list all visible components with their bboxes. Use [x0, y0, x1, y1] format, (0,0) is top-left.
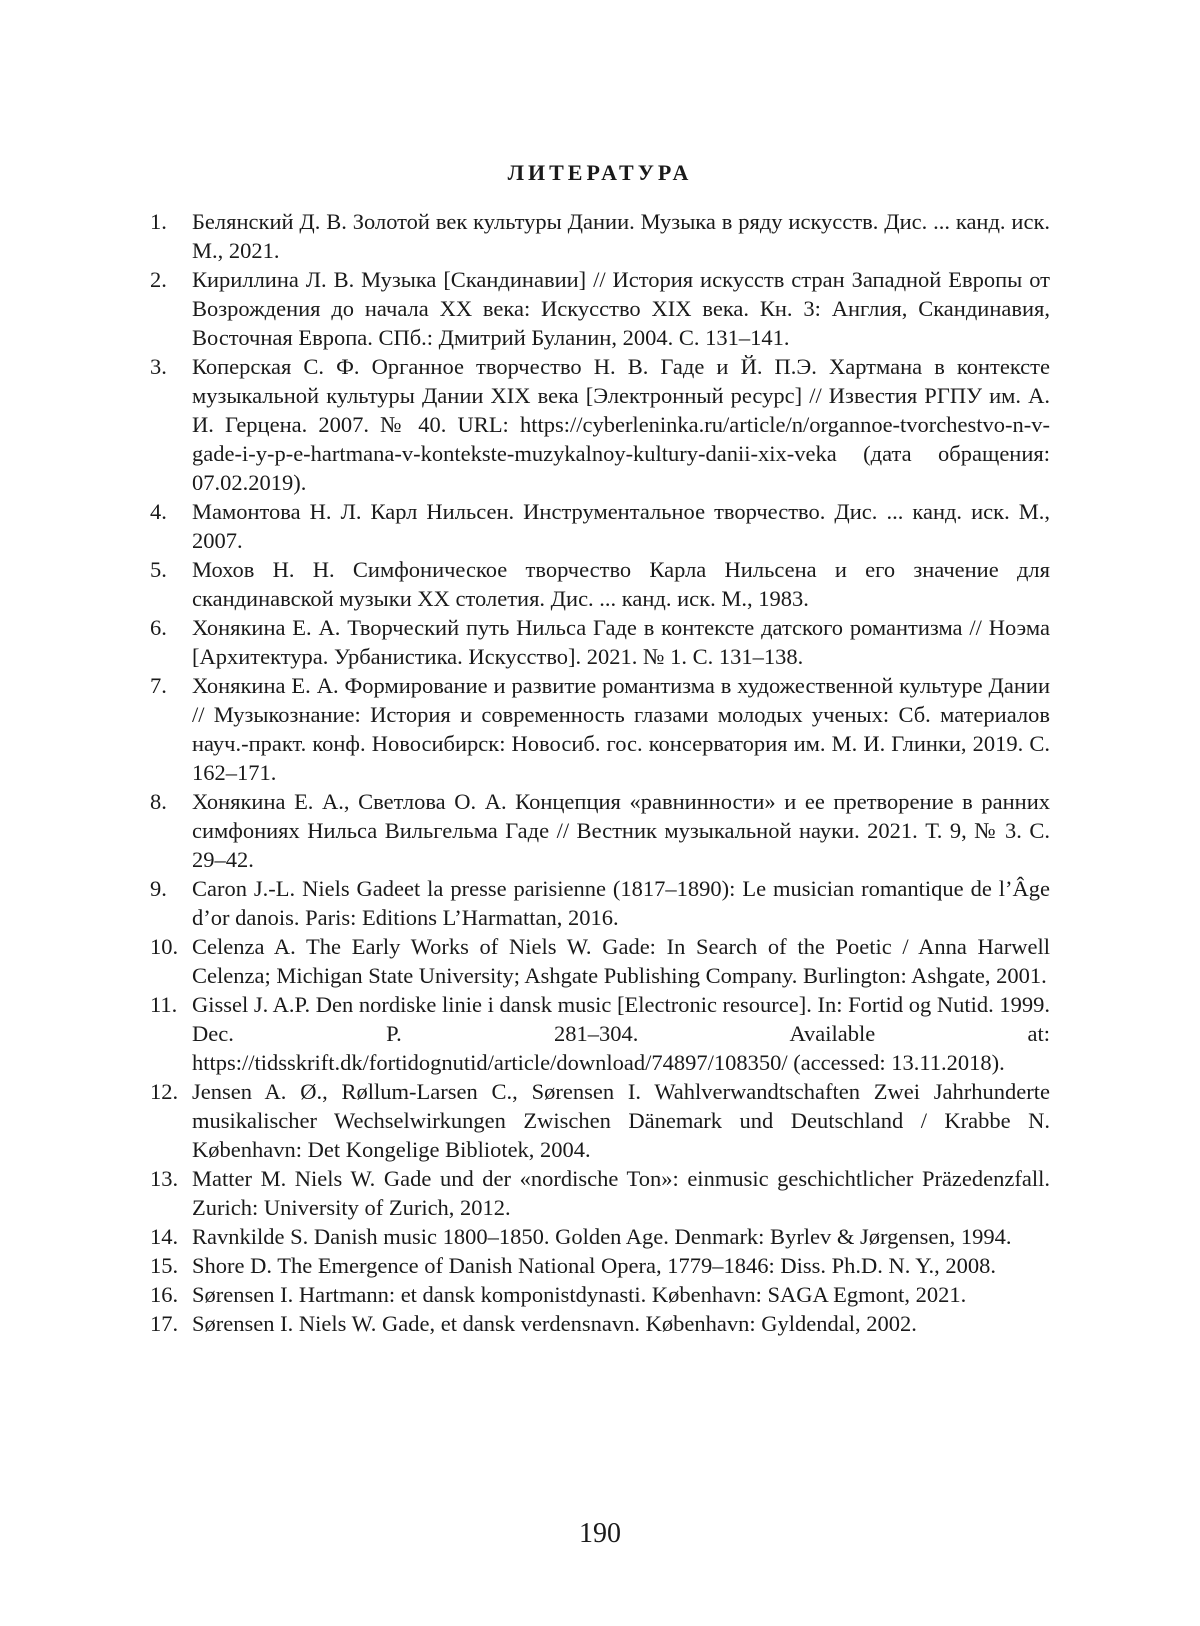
reference-number: 10.	[150, 932, 178, 961]
reference-item	[150, 1222, 1050, 1251]
reference-number: 16.	[150, 1280, 178, 1309]
reference-item	[150, 613, 1050, 671]
reference-text: Shore D. The Emergence of Danish National Opera, 1779–1846: Diss. Ph.D. N. Y., 2008.	[192, 1251, 1050, 1280]
reference-number: 8.	[150, 787, 167, 816]
reference-text: Мамонтова Н. Л. Карл Нильсен. Инструментальное творчество. Дис. ... канд. иск. М., 2007.	[192, 497, 1050, 555]
reference-number: 13.	[150, 1164, 178, 1193]
reference-item	[150, 352, 1050, 497]
reference-item	[150, 1309, 1050, 1338]
reference-number: 2.	[150, 265, 167, 294]
book-page	[0, 0, 1200, 1626]
reference-number: 9.	[150, 874, 167, 903]
reference-number: 3.	[150, 352, 167, 381]
reference-text: Кириллина Л. В. Музыка [Скандинавии] // История искусств стран Западной Европы от Возрождения до начала XX века: Искусство XIX века. Кн. 3: Англия, Скандинавия, Восточная Европа. СПб.: Дмитрий Буланин, 2004. С. 131–141.	[192, 265, 1050, 352]
reference-item	[150, 497, 1050, 555]
reference-item	[150, 1164, 1050, 1222]
reference-number: 5.	[150, 555, 167, 584]
reference-item	[150, 990, 1050, 1077]
reference-item	[150, 787, 1050, 874]
reference-text: Celenza A. The Early Works of Niels W. Gade: In Search of the Poetic / Anna Harwell Celenza; Michigan State University; Ashgate Publishing Company. Burlington: Ashgate, 2001.	[192, 932, 1050, 990]
reference-list	[150, 207, 1050, 1338]
reference-number: 4.	[150, 497, 167, 526]
reference-item	[150, 1280, 1050, 1309]
reference-item	[150, 265, 1050, 352]
reference-number: 12.	[150, 1077, 178, 1106]
reference-text: Ravnkilde S. Danish music 1800–1850. Golden Age. Denmark: Byrlev & Jørgensen, 1994.	[192, 1222, 1050, 1251]
reference-number: 11.	[150, 990, 177, 1019]
reference-item	[150, 1251, 1050, 1280]
page-number: 190	[0, 1518, 1200, 1550]
section-heading: ЛИТЕРАТУРА	[0, 160, 1200, 186]
reference-number: 15.	[150, 1251, 178, 1280]
reference-text: Jensen A. Ø., Røllum-Larsen C., Sørensen I. Wahlverwandtschaften Zwei Jahrhunderte musikalischer Wechselwirkungen Zwischen Dänemark und Deutschland / Krabbe N. København: Det Kongelige Bibliotek, 2004.	[192, 1077, 1050, 1164]
reference-text: Gissel J. A.P. Den nordiske linie i dansk music [Electronic resource]. In: Fortid og Nutid. 1999. Dec. P. 281–304. Available at: https://tidsskrift.dk/fortidognutid/article/download/74897/108350/ (accessed: 13.11.2018).	[192, 990, 1050, 1077]
reference-text: Мохов Н. Н. Симфоническое творчество Карла Нильсена и его значение для скандинавской музыки XX столетия. Дис. ... канд. иск. М., 1983.	[192, 555, 1050, 613]
reference-number: 6.	[150, 613, 167, 642]
reference-number: 14.	[150, 1222, 178, 1251]
reference-text: Хонякина Е. А. Формирование и развитие романтизма в художественной культуре Дании // Музыкознание: История и современность глазами молодых ученых: Сб. материалов науч.-практ. конф. Новосибирск: Новосиб. гос. консерватория им. М. И. Глинки, 2019. С. 162–171.	[192, 671, 1050, 787]
reference-item	[150, 555, 1050, 613]
reference-item	[150, 1077, 1050, 1164]
reference-text: Sørensen I. Niels W. Gade, et dansk verdensnavn. København: Gyldendal, 2002.	[192, 1309, 1050, 1338]
reference-item	[150, 874, 1050, 932]
reference-text: Sørensen I. Hartmann: et dansk komponistdynasti. København: SAGA Egmont, 2021.	[192, 1280, 1050, 1309]
reference-item	[150, 207, 1050, 265]
reference-text: Коперская С. Ф. Органное творчество Н. В. Гаде и Й. П.Э. Хартмана в контексте музыкальной культуры Дании XIX века [Электронный ресурс] // Известия РГПУ им. А. И. Герцена. 2007. № 40. URL: https://cyberleninka.ru/article/n/organnoe-tvorchestvo-n-v-gade-i-y-p-e-hartmana-v-kontekste-muzykalnoy-kultury-danii-xix-veka (дата обращения: 07.02.2019).	[192, 352, 1050, 497]
reference-item	[150, 932, 1050, 990]
reference-text: Белянский Д. В. Золотой век культуры Дании. Музыка в ряду искусств. Дис. ... канд. иск. М., 2021.	[192, 207, 1050, 265]
reference-number: 17.	[150, 1309, 178, 1338]
reference-item	[150, 671, 1050, 787]
reference-text: Matter M. Niels W. Gade und der «nordische Ton»: einmusic geschichtlicher Präzedenzfall. Zurich: University of Zurich, 2012.	[192, 1164, 1050, 1222]
reference-text: Хонякина Е. А. Творческий путь Нильса Гаде в контексте датского романтизма // Ноэма [Архитектура. Урбанистика. Искусство]. 2021. № 1. С. 131–138.	[192, 613, 1050, 671]
reference-number: 1.	[150, 207, 167, 236]
reference-text: Caron J.-L. Niels Gadeet la presse parisienne (1817–1890): Le musician romantique de l’Âge d’or danois. Paris: Editions L’Harmattan, 2016.	[192, 874, 1050, 932]
reference-number: 7.	[150, 671, 167, 700]
reference-text: Хонякина Е. А., Светлова О. А. Концепция «равнинности» и ее претворение в ранних симфониях Нильса Вильгельма Гаде // Вестник музыкальной науки. 2021. Т. 9, № 3. С. 29–42.	[192, 787, 1050, 874]
